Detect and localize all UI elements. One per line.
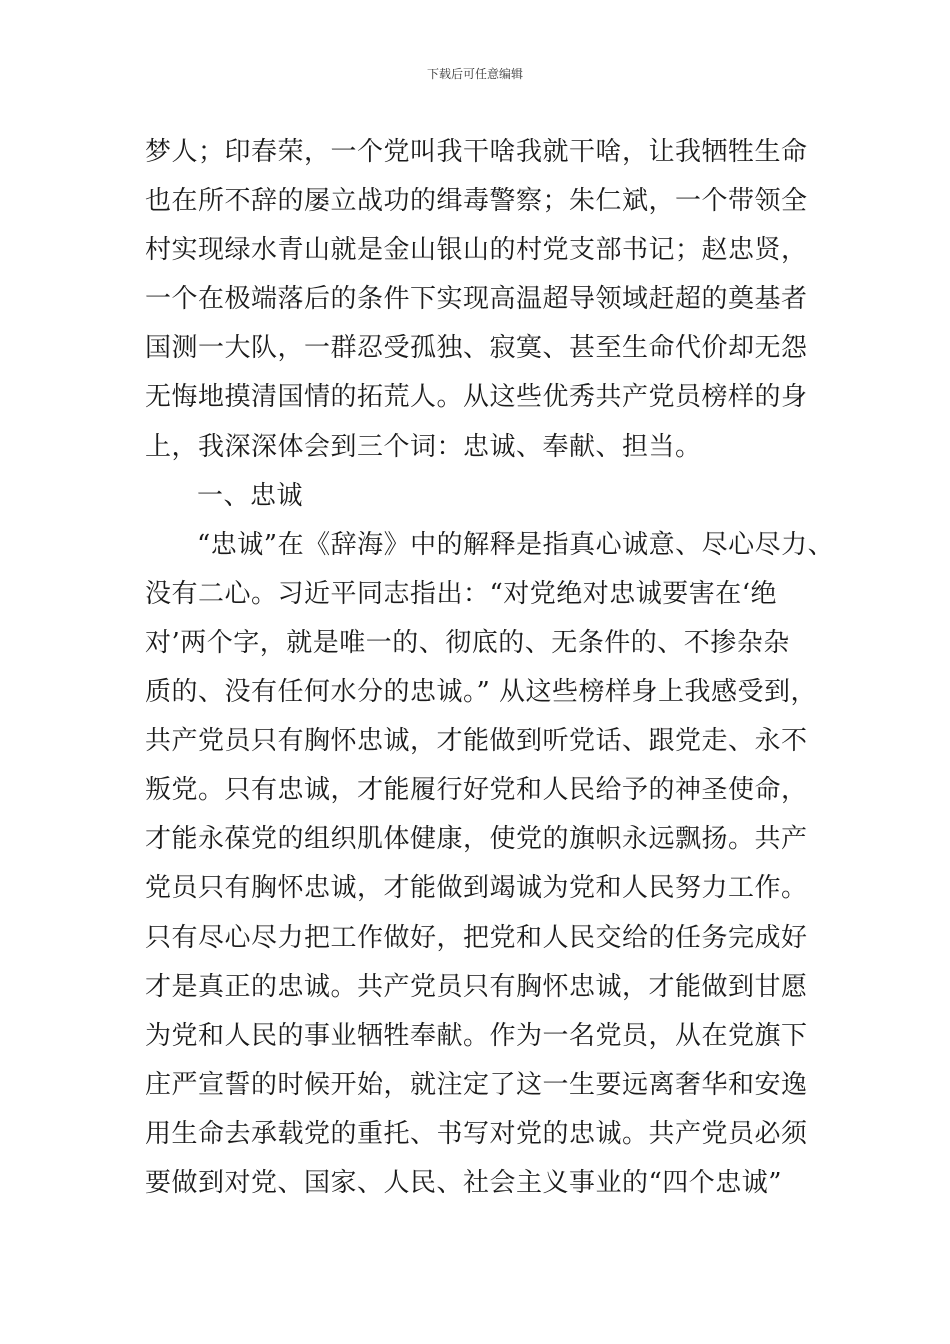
text-line: 村实现绿水青山就是金山银山的村党支部书记；赵忠贤， xyxy=(145,235,808,266)
text-line: 用生命去承载党的重托、书写对党的忠诚。共产党员必须 xyxy=(145,1118,808,1149)
text-line: 才是真正的忠诚。共产党员只有胸怀忠诚，才能做到甘愿 xyxy=(145,971,808,1002)
page-header: 下载后可任意编辑 xyxy=(426,67,523,81)
text-line: 要做到对党、国家、人民、社会主义事业的“四个忠诚” xyxy=(145,1167,783,1198)
text-line: 叛党。只有忠诚，才能履行好党和人民给予的神圣使命， xyxy=(145,775,808,806)
text-line: 为党和人民的事业牺牲奉献。作为一名党员，从在党旗下 xyxy=(145,1020,808,1051)
text-line: “忠诚”在《辞海》中的解释是指真心诚意、尽心尽力、 xyxy=(197,529,835,560)
text-line: 对’两个字，就是唯一的、彻底的、无条件的、不掺杂杂 xyxy=(145,627,790,658)
text-line: 国测一大队，一群忍受孤独、寂寞、甚至生命代价却无怨 xyxy=(145,333,808,364)
text-line: 也在所不辞的屡立战功的缉毒警察；朱仁斌，一个带领全 xyxy=(145,186,808,217)
text-line: 质的、没有任何水分的忠诚。” 从这些榜样身上我感受到， xyxy=(145,677,818,708)
text-line: 一个在极端落后的条件下实现高温超导领域赶超的奠基者 xyxy=(145,284,808,315)
text-line: 党员只有胸怀忠诚，才能做到竭诚为党和人民努力工作。 xyxy=(145,873,808,904)
text-line: 共产党员只有胸怀忠诚，才能做到听党话、跟党走、永不 xyxy=(145,726,808,757)
text-line: 无悔地摸清国情的拓荒人。从这些优秀共产党员榜样的身 xyxy=(145,382,808,413)
text-line: 才能永葆党的组织肌体健康，使党的旗帜永远飘扬。共产 xyxy=(145,824,808,855)
text-line: 梦人；印春荣，一个党叫我干啥我就干啥，让我牺牲生命 xyxy=(145,137,808,167)
text-line: 庄严宣誓的时候开始，就注定了这一生要远离奢华和安逸 xyxy=(145,1069,808,1100)
text-line: 只有尽心尽力把工作做好，把党和人民交给的任务完成好 xyxy=(145,922,808,953)
text-line: 上，我深深体会到三个词：忠诚、奉献、担当。 xyxy=(145,431,702,462)
section-heading: 一、忠诚 xyxy=(197,480,304,511)
text-line: 没有二心。习近平同志指出：“对党绝对忠诚要害在‘绝 xyxy=(145,578,778,609)
body-text xyxy=(145,128,835,1208)
